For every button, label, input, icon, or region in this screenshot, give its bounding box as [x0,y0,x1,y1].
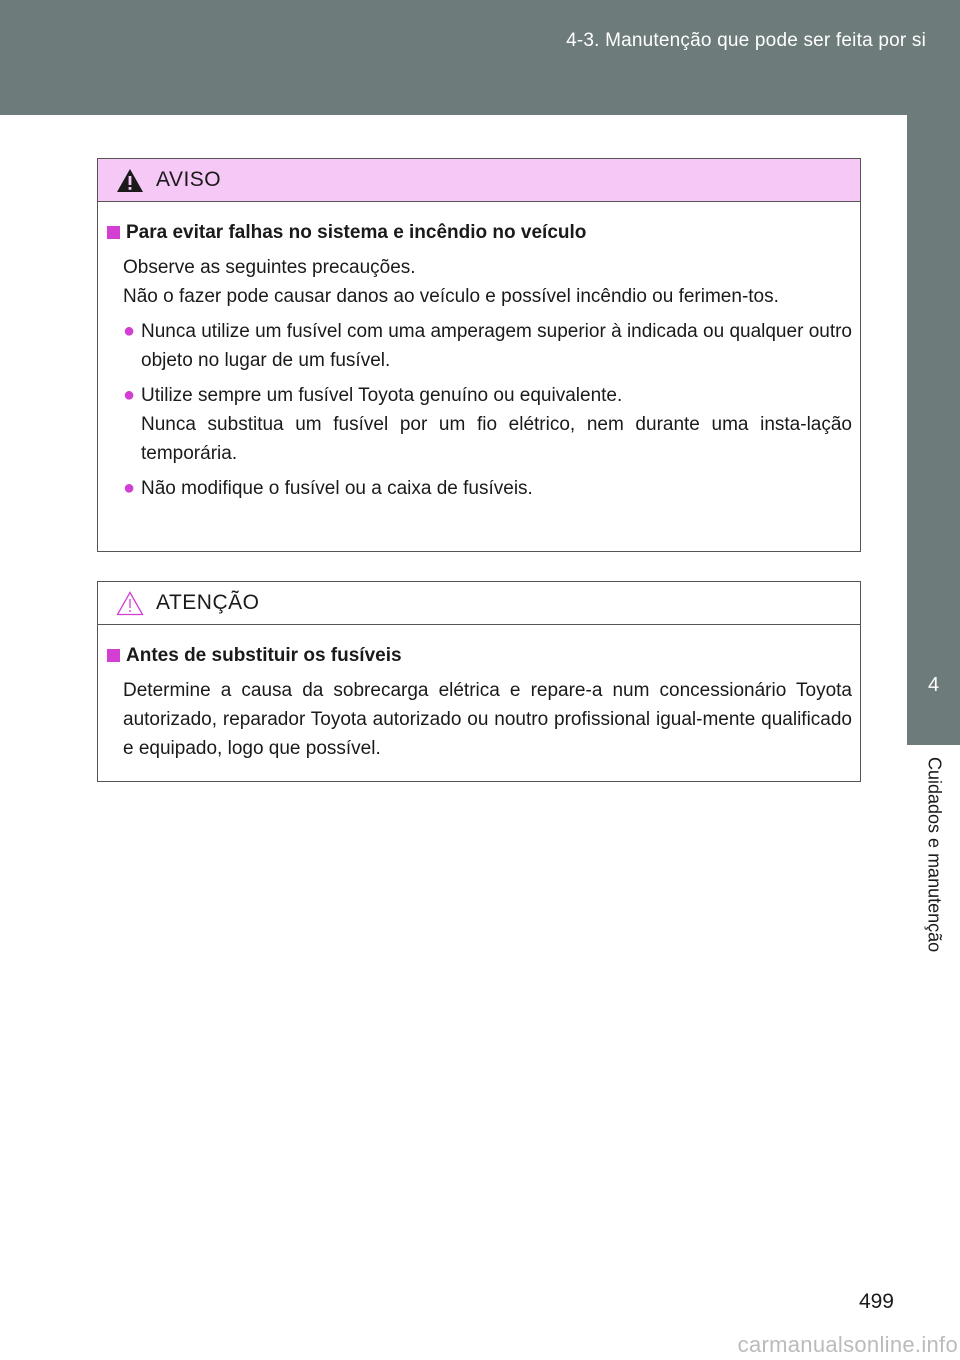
warning-intro-line: Não o fazer pode causar danos ao veículo e possível incêndio ou ferimen-tos. [123,286,779,307]
square-bullet-icon [107,649,120,662]
chapter-number: 4 [907,645,960,745]
caution-text: Determine a causa da sobrecarga elétrica e repare-a num concessionário Toyota autorizado, reparador Toyota autorizado ou noutro profissional igual-mente qualificado e equipado, logo que possível. [123,680,852,759]
warning-intro [107,253,852,311]
list-item-line: Utilize sempre um fusível Toyota genuíno ou equivalente. [141,385,623,406]
chapter-label [908,745,960,985]
list-item-text: Nunca utilize um fusível com uma amperagem superior à indicada ou qualquer outro objeto no lugar de um fusível. [141,321,852,371]
list-item [107,317,852,375]
warning-subheading [107,218,852,247]
list-item-line: Nunca substitua um fusível por um fio elétrico, nem durante uma insta-lação temporária. [141,414,852,464]
list-item-text: Não modifique o fusível ou a caixa de fusíveis. [141,478,533,499]
warning-triangle-icon [116,168,144,193]
caution-triangle-icon [116,591,144,616]
caution-box [97,581,861,782]
watermark: carmanualsonline.info [737,1332,958,1357]
circle-bullet-icon: ● [123,384,136,406]
circle-bullet-icon: ● [123,320,136,342]
warning-header [98,159,860,202]
square-bullet-icon [107,226,120,239]
list-item [107,381,852,468]
circle-bullet-icon: ● [123,477,136,499]
chapter-label-text: Cuidados e manutenção [924,757,945,953]
section-title: 4-3. Manutenção que pode ser feita por si [566,30,926,51]
caution-subheading-text: Antes de substituir os fusíveis [126,645,402,666]
header-band [0,0,960,115]
warning-title: AVISO [156,168,222,191]
warning-subheading-text: Para evitar falhas no sistema e incêndio no veículo [126,222,587,243]
side-tab-upper [907,115,960,645]
warning-box [97,158,861,552]
list-item [107,474,852,503]
caution-title: ATENÇÃO [156,591,260,614]
caution-header [98,582,860,625]
warning-intro-line: Observe as seguintes precauções. [123,257,416,278]
caution-subheading [107,641,852,670]
list-item-text [141,381,852,468]
page-number: 499 [858,1290,894,1313]
